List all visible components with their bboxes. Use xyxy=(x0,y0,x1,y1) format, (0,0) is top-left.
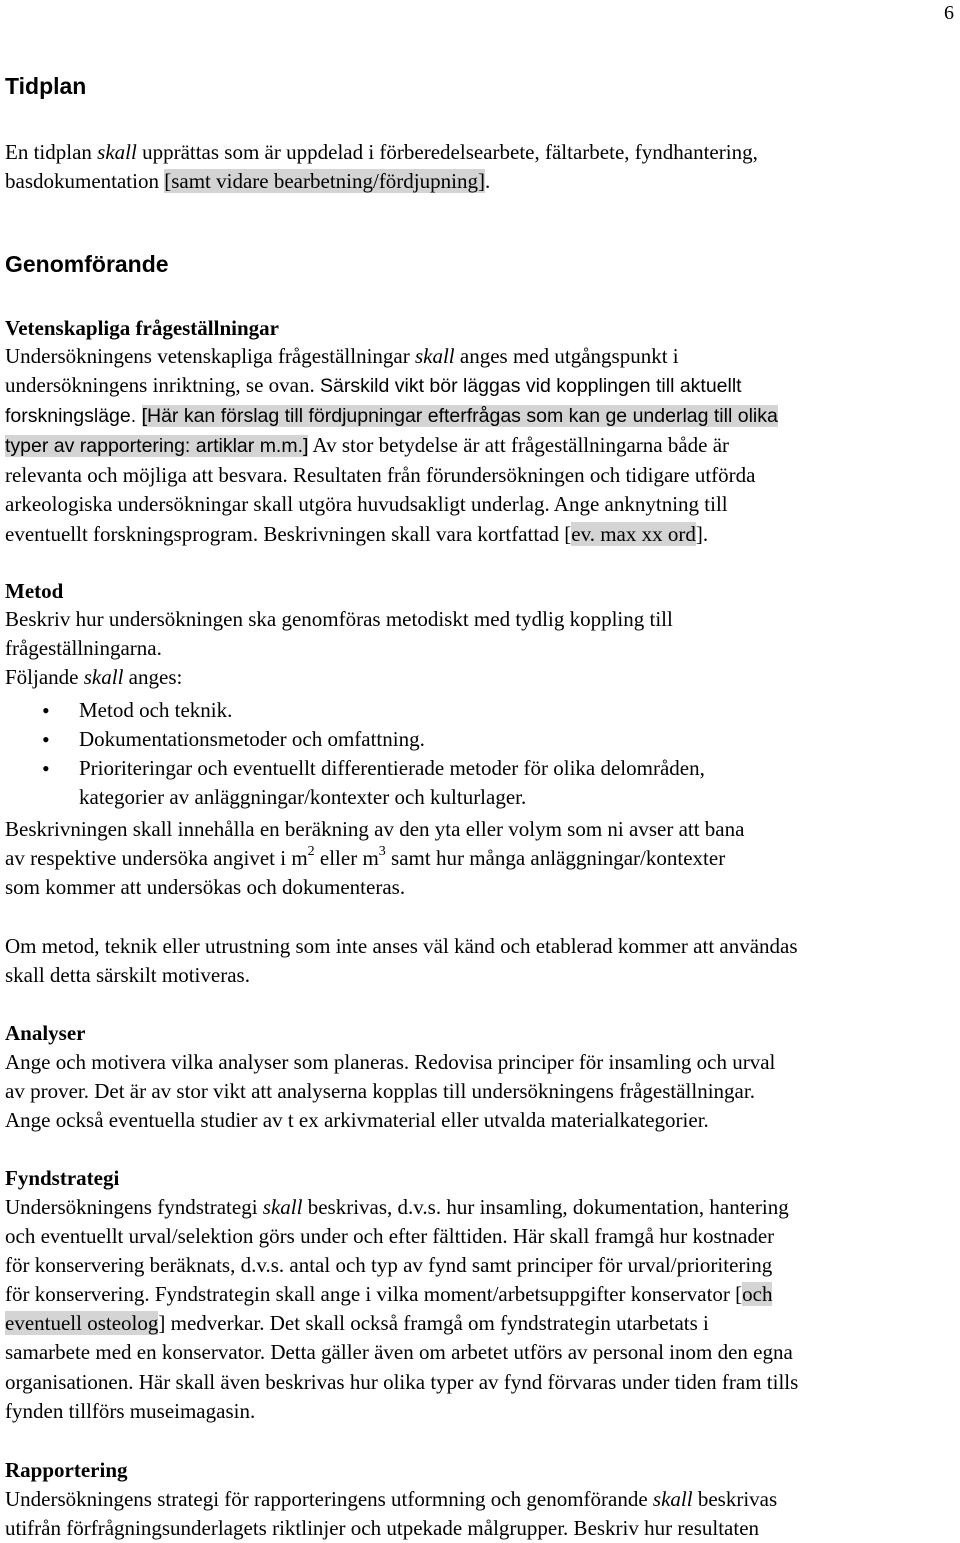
highlighted-text: typer av rapportering: artiklar m.m.] xyxy=(5,435,309,458)
fyndstrategi-heading: Fyndstrategi xyxy=(5,1166,120,1190)
list-item: • Metod och teknik. xyxy=(0,696,955,725)
analyser-heading: Analyser xyxy=(5,1021,86,1045)
list-item: • Prioriteringar och eventuellt differentierade metoder för olika delområden, kategorier av anläggningar/kontexter och kulturlager. xyxy=(0,754,955,812)
metod-intro: Beskriv hur undersökningen ska genomföras metodiskt med tydlig koppling till frågeställningarna. Följande skall anges: xyxy=(5,607,673,690)
tidplan-paragraph: En tidplan skall upprättas som är uppdelad i förberedelsearbete, fältarbete, fyndhantering, basdokumentation [samt vidare bearbetning/fördjupning]. xyxy=(5,140,758,194)
list-item: • Dokumentationsmetoder och omfattning. xyxy=(0,725,955,754)
highlighted-text: [Här kan förslag till fördjupningar efterfrågas som kan ge underlag till olika xyxy=(141,405,778,428)
metod-motivation-paragraph: Om metod, teknik eller utrustning som inte anses väl känd och etablerad kommer att användas skall detta särskilt motiveras. xyxy=(5,934,798,988)
highlighted-text: [samt vidare bearbetning/fördjupning] xyxy=(164,169,485,194)
rapportering-heading: Rapportering xyxy=(5,1458,128,1482)
genomforande-heading: Genomförande xyxy=(5,251,169,277)
highlighted-text: och xyxy=(742,1282,773,1307)
vetenskapliga-paragraph: Undersökningens vetenskapliga frågeställningar skall anges med utgångspunkt i undersökningens inriktning, se ovan. Särskild vikt bör läggas vid kopplingen till aktuellt forskningsläge. [Här kan förslag till fördjupningar efterfrågas som kan ge underlag till olika typer av rapportering: artiklar m.m.] Av stor betydelse är att frågeställningarna både är relevanta och möjliga att besvara. Resultaten från förundersökningen och tidigare utförda arkeologiska undersökningar skall utgöra huvudsakligt underlag. Ange anknytning till eventuellt forskningsprogram. Beskrivningen skall vara kortfattad [ev. max xx ord]. xyxy=(5,344,778,546)
highlighted-text: ev. max xx ord xyxy=(571,521,696,546)
metod-calculation-paragraph: Beskrivningen skall innehålla en beräkning av den yta eller volym som ni avser att bana av respektive undersöka angivet i $m^2$ eller $m^3$ samt hur många anläggningar/kontexter som kommer att undersökas och dokumenteras. xyxy=(5,817,745,900)
metod-bullet-list xyxy=(0,696,955,812)
analyser-paragraph: Ange och motivera vilka analyser som planeras. Redovisa principer för insamling och urval av prover. Det är av stor vikt att analyserna kopplas till undersökningens frågeställningar. Ange också eventuella studier av t ex arkivmaterial eller utvalda materialkategorier. xyxy=(5,1050,776,1133)
fyndstrategi-paragraph: Undersökningens fyndstrategi skall beskrivas, d.v.s. hur insamling, dokumentation, hantering och eventuellt urval/selektion görs under och efter fälttiden. Här skall framgå hur kostnader för konservering beräknats, d.v.s. antal och typ av fynd samt principer för urval/prioritering för konservering. Fyndstrategin skall ange i vilka moment/arbetsuppgifter konservator [och eventuell osteolog] medverkar. Det skall också framgå om fyndstrategin utarbetats i samarbete med en konservator. Detta gäller även om arbetet utförs av personal inom den egna organisationen. Här skall även beskrivas hur olika typer av fynd förvaras under tiden fram tills fynden tillförs museimagasin. xyxy=(5,1195,799,1423)
rapportering-paragraph: Undersökningens strategi för rapporteringens utformning och genomförande skall beskrivas utifrån förfrågningsunderlagets riktlinjer och utpekade målgrupper. Beskriv hur resultaten xyxy=(5,1487,778,1541)
page-number: 6 xyxy=(944,2,954,24)
metod-heading: Metod xyxy=(5,579,64,603)
vetenskapliga-heading: Vetenskapliga frågeställningar xyxy=(5,316,279,340)
tidplan-heading: Tidplan xyxy=(5,73,87,99)
highlighted-text: eventuell osteolog xyxy=(5,1311,159,1336)
